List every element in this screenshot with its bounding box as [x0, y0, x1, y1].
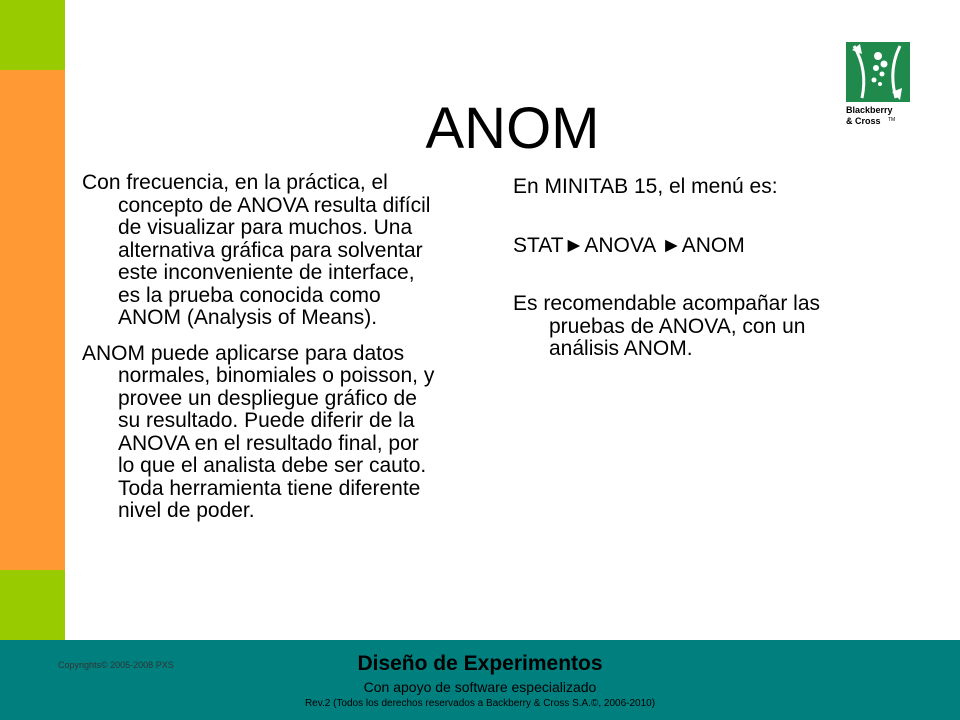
logo-text-line1: Blackberry: [846, 105, 893, 115]
paragraph-recommendation: Es recomendable acompañar las pruebas de ANOVA, con un análisis ANOM.: [513, 292, 821, 360]
side-strip-middle: [0, 70, 65, 570]
paragraph-anom-intro: Con frecuencia, en la práctica, el concepto de ANOVA resulta difícil de visualizar para muchos. Una alternativa gráfica para solventar este inconveniente de interface, es la prueba conocida como ANOM (Analysis of Means).: [82, 171, 431, 329]
paragraph-menu-path: STAT►ANOVA ►ANOM: [513, 233, 745, 257]
footer-revision: Rev.2 (Todos los derechos reservados a Backberry & Cross S.A.©, 2006-2010): [304, 698, 656, 709]
paragraph-minitab-menu-intro: En MINITAB 15, el menú es:: [513, 175, 778, 198]
footer-bar: [0, 640, 960, 720]
footer-title: Diseño de Experimentos: [357, 652, 603, 675]
left-column: [82, 172, 438, 536]
side-strip-top: [0, 0, 65, 70]
logo-text-line2: & Cross: [846, 116, 881, 126]
paragraph-anom-usage: ANOM puede aplicarse para datos normales, binomiales o poisson, y provee un despliegue gráfico de su resultado. Puede diferir de la ANOVA en el resultado final, por lo que el analista debe ser cauto. Toda herramienta tiene diferente nivel de poder.: [82, 341, 435, 522]
logo-icon: [844, 40, 916, 126]
slide-title: ANOM: [425, 95, 600, 161]
logo-trademark: TM: [888, 117, 896, 123]
right-column: [513, 176, 873, 397]
footer-subtitle: Con apoyo de software especializado: [363, 679, 597, 695]
blackberry-cross-logo: [844, 40, 916, 126]
copyright-text: Copyrights© 2005-2008 PXS: [58, 660, 174, 670]
side-strip-bottom: [0, 570, 65, 640]
